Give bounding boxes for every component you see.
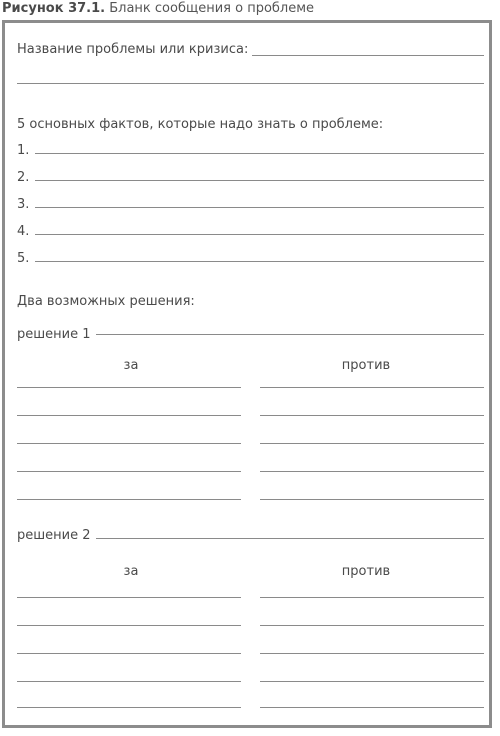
fact-number-1: 1. (17, 143, 30, 158)
solution-1-label: решение 1 (17, 327, 91, 342)
solution-1-pro-line-4[interactable] (17, 471, 241, 472)
solution-1-pro-line-1[interactable] (17, 387, 241, 388)
solution-1-pro-header: за (123, 358, 139, 373)
fact-line-5[interactable] (35, 261, 484, 262)
solution-2-pro-line-1[interactable] (17, 597, 241, 598)
solution-2-line[interactable] (96, 538, 484, 539)
solution-2-pro-line-4[interactable] (17, 681, 241, 682)
facts-label: 5 основных фактов, которые надо знать о проблеме: (17, 117, 384, 132)
solution-1-con-line-4[interactable] (260, 471, 484, 472)
solution-2-con-line-2[interactable] (260, 625, 484, 626)
problem-name-line-1[interactable] (252, 55, 484, 56)
solution-2-pro-line-5[interactable] (17, 707, 241, 708)
figure-caption (2, 0, 314, 17)
solution-2-pro-header: за (123, 564, 139, 579)
solution-1-con-line-1[interactable] (260, 387, 484, 388)
solutions-label: Два возможных решения: (17, 294, 195, 309)
solution-1-con-header: против (341, 358, 391, 373)
fact-line-2[interactable] (35, 180, 484, 181)
fact-line-1[interactable] (35, 153, 484, 154)
fact-number-2: 2. (17, 170, 30, 185)
fact-number-5: 5. (17, 251, 30, 266)
solution-1-con-line-3[interactable] (260, 443, 484, 444)
figure-title: Бланк сообщения о проблеме (109, 1, 315, 16)
solution-1-line[interactable] (96, 334, 484, 335)
problem-name-label: Название проблемы или кризиса: (17, 42, 249, 57)
solution-1-con-line-2[interactable] (260, 415, 484, 416)
fact-line-3[interactable] (35, 207, 484, 208)
fact-number-4: 4. (17, 224, 30, 239)
solution-1-pro-line-5[interactable] (17, 499, 241, 500)
problem-name-line-2[interactable] (17, 83, 484, 84)
solution-2-con-line-3[interactable] (260, 653, 484, 654)
solution-1-pro-line-3[interactable] (17, 443, 241, 444)
solution-2-con-line-1[interactable] (260, 597, 484, 598)
solution-2-pro-line-2[interactable] (17, 625, 241, 626)
solution-2-con-line-5[interactable] (260, 707, 484, 708)
solution-1-con-line-5[interactable] (260, 499, 484, 500)
solution-2-con-header: против (341, 564, 391, 579)
solution-2-pro-line-3[interactable] (17, 653, 241, 654)
solution-1-pro-line-2[interactable] (17, 415, 241, 416)
figure-number: Рисунок 37.1. (2, 1, 106, 16)
solution-2-con-line-4[interactable] (260, 681, 484, 682)
solution-2-label: решение 2 (17, 528, 91, 543)
fact-number-3: 3. (17, 197, 30, 212)
fact-line-4[interactable] (35, 234, 484, 235)
